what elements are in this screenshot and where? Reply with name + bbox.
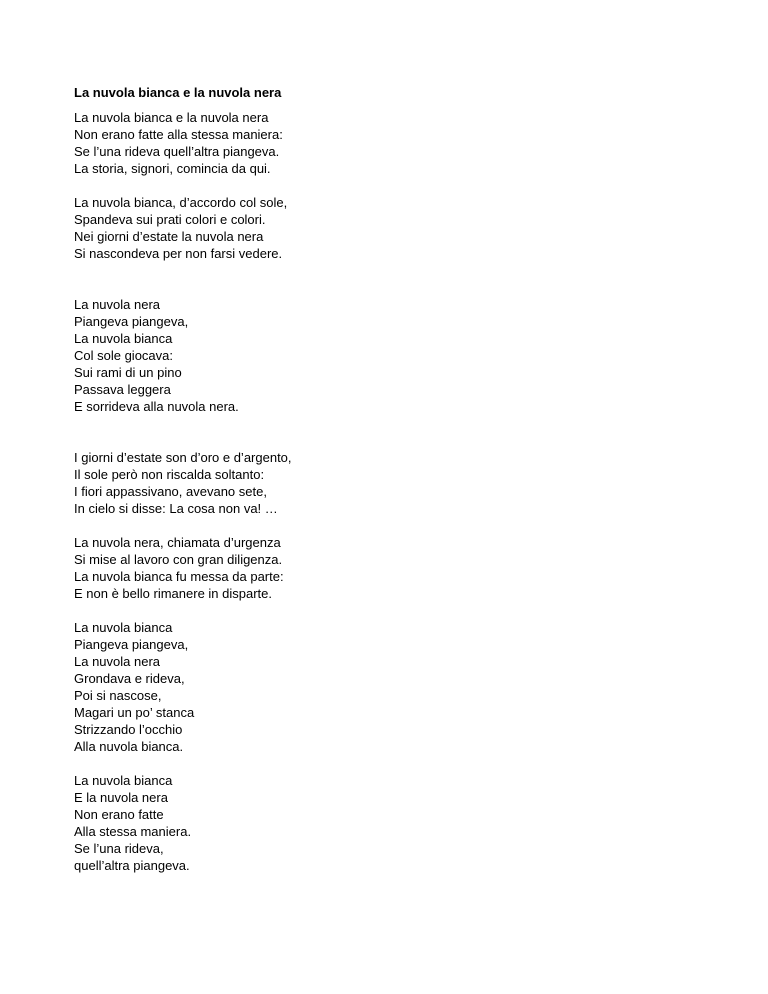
stanza-2	[74, 194, 714, 262]
poem-line: La nuvola bianca	[74, 620, 173, 635]
poem-line: Strizzando l’occhio	[74, 722, 183, 737]
poem-line: E sorrideva alla nuvola nera.	[74, 399, 239, 414]
poem-line: Non erano fatte alla stessa maniera:	[74, 127, 283, 142]
poem-line: E non è bello rimanere in disparte.	[74, 586, 273, 601]
poem-line: La nuvola bianca e la nuvola nera	[74, 110, 269, 125]
poem-line: La nuvola bianca fu messa da parte:	[74, 569, 284, 584]
poem-line: E la nuvola nera	[74, 790, 168, 805]
stanza-7	[74, 772, 714, 874]
poem-line: Spandeva sui prati colori e colori.	[74, 212, 266, 227]
stanza-6	[74, 619, 714, 755]
stanza-3	[74, 296, 714, 415]
poem-line: quell’altra piangeva.	[74, 858, 190, 873]
poem-line: Piangeva piangeva,	[74, 314, 189, 329]
poem-line: Sui rami di un pino	[74, 365, 182, 380]
poem-line: I giorni d’estate son d’oro e d’argento,	[74, 450, 292, 465]
poem-line: Il sole però non riscalda soltanto:	[74, 467, 265, 482]
poem-line: La storia, signori, comincia da qui.	[74, 161, 271, 176]
stanza-5	[74, 534, 714, 602]
poem-line: In cielo si disse: La cosa non va! …	[74, 501, 278, 516]
poem-line: Se l’una rideva quell’altra piangeva.	[74, 144, 280, 159]
poem-line: Nei giorni d’estate la nuvola nera	[74, 229, 264, 244]
poem-line: Alla stessa maniera.	[74, 824, 192, 839]
poem-line: Alla nuvola bianca.	[74, 739, 184, 754]
poem-line: Poi si nascose,	[74, 688, 162, 703]
poem-line: La nuvola bianca	[74, 773, 173, 788]
poem-title: La nuvola bianca e la nuvola nera	[74, 85, 282, 100]
poem-line: La nuvola bianca, d’accordo col sole,	[74, 195, 288, 210]
poem-line: La nuvola nera	[74, 297, 161, 312]
poem-line: Passava leggera	[74, 382, 171, 397]
document-page	[74, 84, 714, 874]
poem-line: La nuvola bianca	[74, 331, 173, 346]
poem-line: Magari un po’ stanca	[74, 705, 195, 720]
poem-line: Si nascondeva per non farsi vedere.	[74, 246, 283, 261]
poem-line: La nuvola nera	[74, 654, 161, 669]
stanza-4	[74, 449, 714, 517]
poem-line: Si mise al lavoro con gran diligenza.	[74, 552, 283, 567]
poem-line: Piangeva piangeva,	[74, 637, 189, 652]
poem-line: Col sole giocava:	[74, 348, 173, 363]
poem-line: La nuvola nera, chiamata d’urgenza	[74, 535, 281, 550]
stanza-1	[74, 109, 714, 177]
poem-line: Non erano fatte	[74, 807, 164, 822]
poem-line: I fiori appassivano, avevano sete,	[74, 484, 267, 499]
poem-line: Grondava e rideva,	[74, 671, 185, 686]
poem-line: Se l’una rideva,	[74, 841, 164, 856]
